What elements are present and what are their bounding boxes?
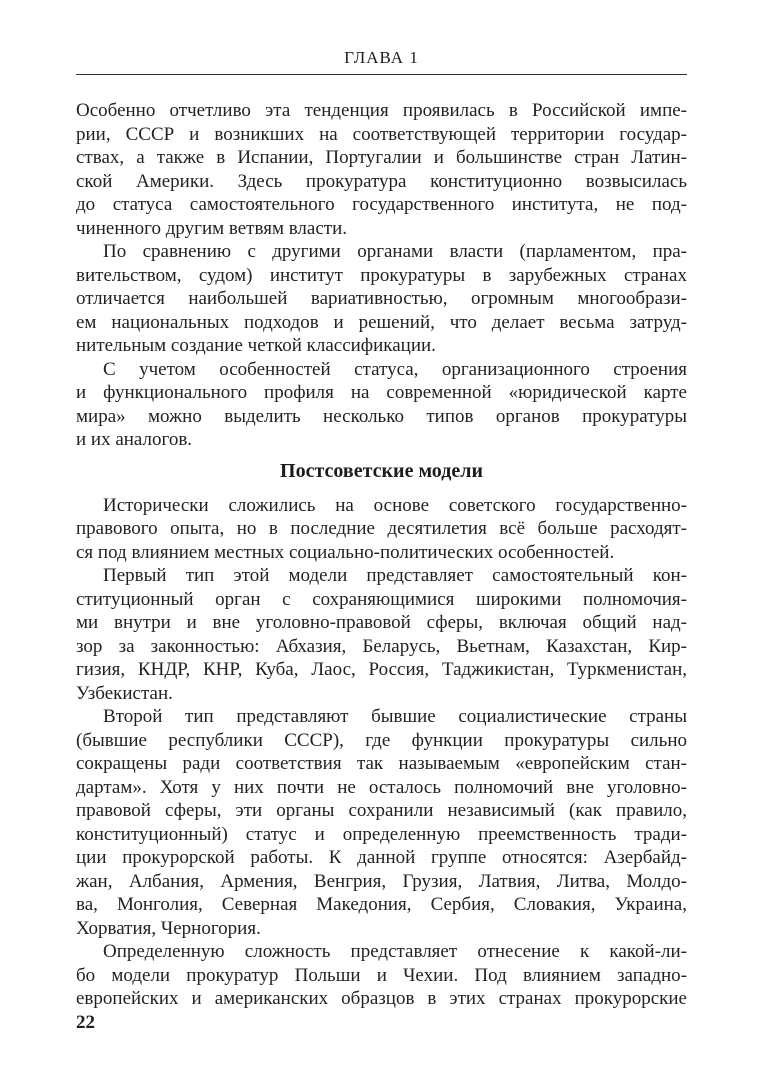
text-line: По сравнению с другими органами власти (парламентом, пра- [103, 241, 687, 262]
text-line: (бывшие республики СССР), где функции прокуратуры сильно [76, 729, 687, 751]
paragraph [76, 940, 687, 1011]
text-line: Первый тип этой модели представляет самостоятельный кон- [103, 565, 687, 586]
text-line: жан, Албания, Армения, Венгрия, Грузия, Латвия, Литва, Молдо- [76, 870, 687, 892]
text-line: рии, СССР и возникших на соответствующей территории государ- [76, 123, 687, 145]
text-line: Особенно отчетливо эта тенденция проявилась в Российской импе- [76, 100, 687, 121]
text-line: правовой сферы, эти органы сохранили независимый (как правило, [76, 800, 687, 821]
text-line: ции прокурорской работы. К данной группе относятся: Азербайд- [76, 847, 687, 868]
text-line: Узбекистан. [76, 682, 173, 704]
text-line: Определенную сложность представляет отнесение к какой-ли- [103, 941, 687, 962]
page-body [76, 99, 687, 1011]
page-number: 22 [76, 1012, 95, 1033]
text-line: ствах, а также в Испании, Португалии и большинстве стран Латин- [76, 147, 687, 168]
text-line: до статуса самостоятельного государственного института, не под- [76, 194, 687, 215]
text-line: ся под влиянием местных социально-политических особенностей. [76, 541, 615, 563]
text-line: дартам». Хотя у них почти не осталось полномочий вне уголовно- [76, 776, 687, 798]
text-line: ва, Монголия, Северная Македония, Сербия, Словакия, Украина, [76, 894, 687, 915]
text-line: ем национальных подходов и решений, что делает весьма затруд- [76, 311, 687, 333]
text-line: вительством, судом) институт прокуратуры в зарубежных странах [76, 264, 687, 286]
text-line: бо модели прокуратур Польши и Чехии. Под влиянием западно- [76, 964, 687, 986]
text-line: сокращены ради соответствия так называемым «европейским стан- [76, 753, 687, 774]
text-line: европейских и американских образцов в этих странах прокурорские [76, 988, 687, 1009]
text-line: нительным создание четкой классификации. [76, 335, 436, 356]
text-line: Второй тип представляют бывшие социалистические страны [103, 706, 687, 727]
text-line: ской Америки. Здесь прокуратура конституционно возвысилась [76, 170, 687, 192]
paragraph [76, 358, 687, 452]
paragraph [76, 99, 687, 240]
text-line: и их аналогов. [76, 429, 193, 450]
text-line: конституционный) статус и определенную преемственность тради- [76, 823, 687, 845]
header-rule [76, 74, 687, 75]
text-line: ституционный орган с сохраняющимися широкими полномочия- [76, 588, 687, 610]
text-line: и функционального профиля на современной «юридической карте [76, 382, 687, 403]
text-line: ми внутри и вне уголовно-правовой сферы, включая общий над- [76, 612, 687, 633]
chapter-title: ГЛАВА 1 [344, 48, 419, 67]
paragraph [76, 494, 687, 565]
text-line: зор за законностью: Абхазия, Беларусь, Вьетнам, Казахстан, Кир- [76, 635, 687, 657]
section-heading: Постсоветские модели [280, 459, 483, 482]
text-line: чиненного другим ветвям власти. [76, 217, 348, 239]
paragraph [76, 705, 687, 940]
text-line: мира» можно выделить несколько типов органов прокуратуры [76, 405, 687, 427]
text-line: Исторически сложились на основе советского государственно- [103, 494, 687, 516]
paragraph [76, 240, 687, 358]
text-line: гизия, КНДР, КНР, Куба, Лаос, Россия, Таджикистан, Туркменистан, [76, 659, 687, 680]
paragraph [76, 564, 687, 705]
text-line: С учетом особенностей статуса, организационного строения [103, 358, 687, 380]
page-header [76, 48, 687, 75]
page-footer [76, 1012, 95, 1034]
text-line: отличается наибольшей вариативностью, огромным многообрази- [76, 288, 687, 309]
text-line: правового опыта, но в последние десятилетия всё больше расходят- [76, 518, 687, 539]
text-line: Хорватия, Черногория. [76, 917, 261, 939]
